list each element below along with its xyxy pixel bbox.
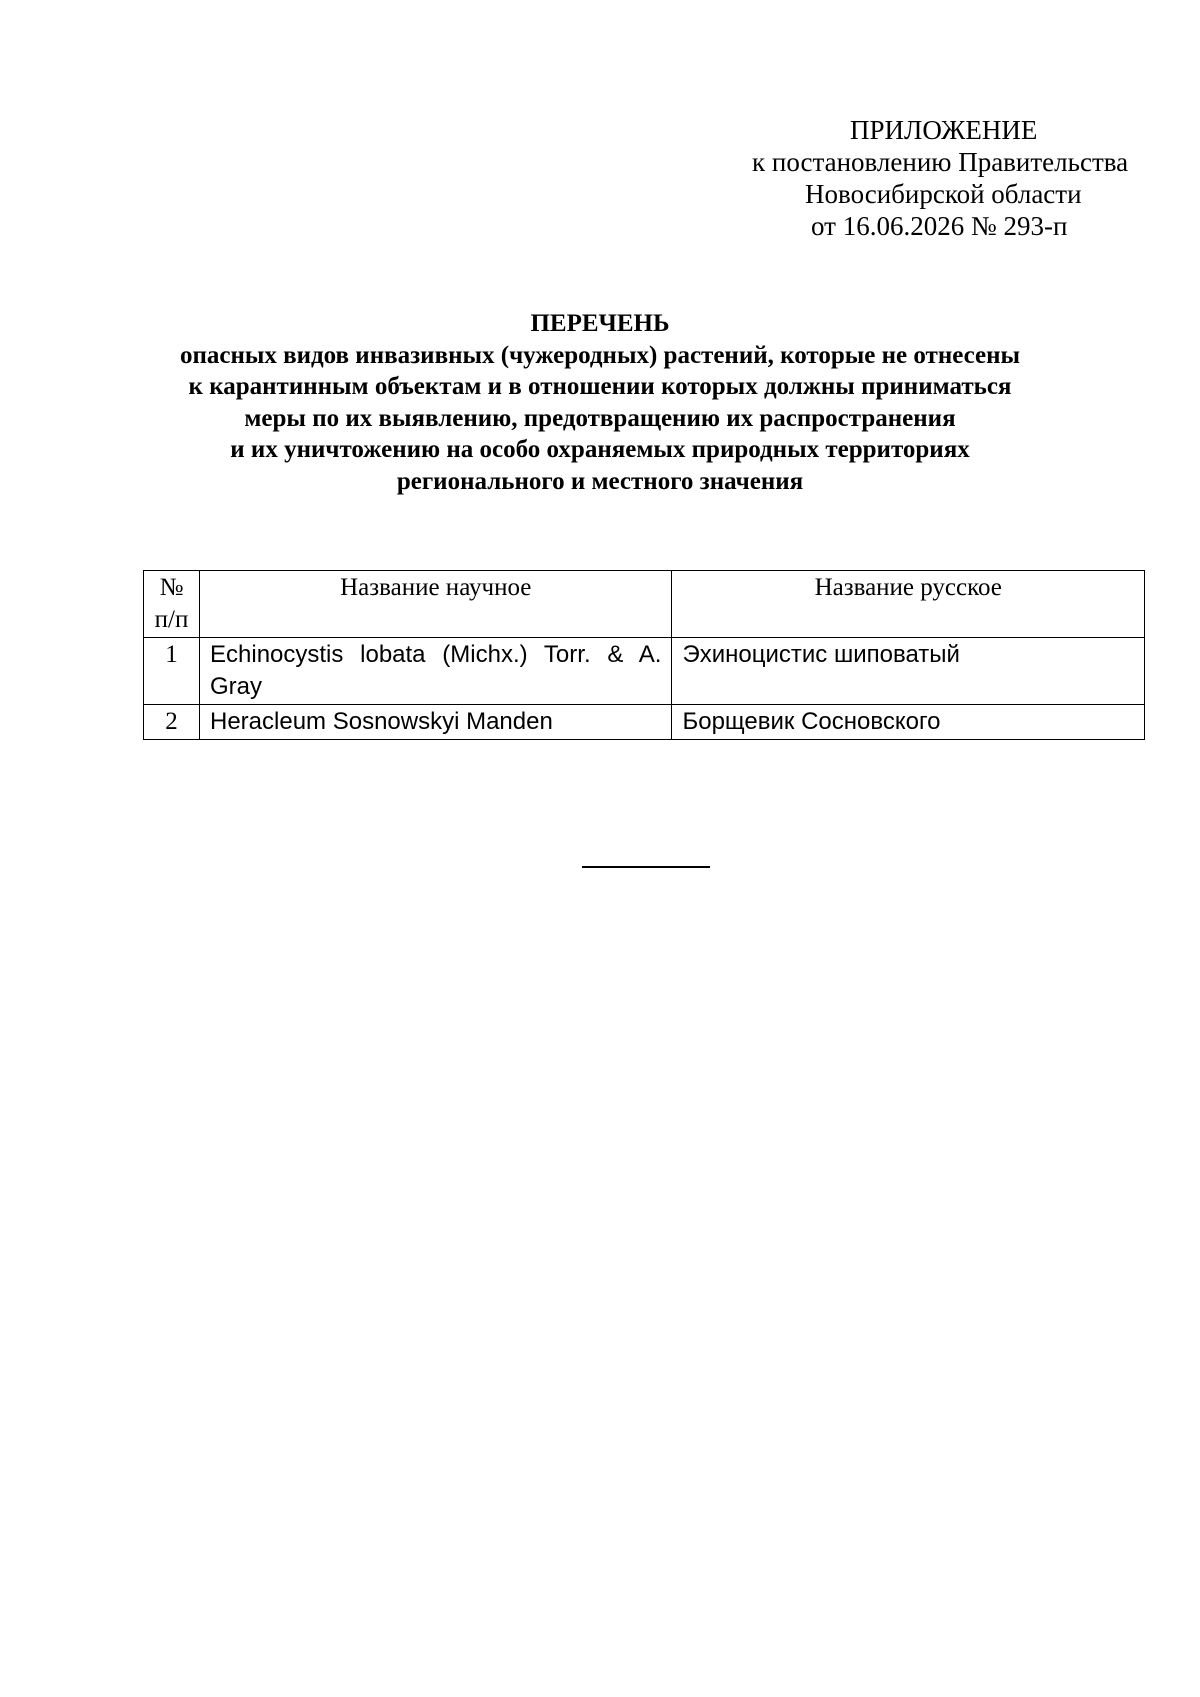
row-number: 1	[144, 638, 200, 705]
header-number-abbr: п/п	[154, 606, 189, 633]
appendix-to-resolution: к постановлению Правительства	[752, 147, 1129, 177]
appendix-header	[700, 114, 1200, 242]
header-number	[144, 571, 200, 638]
scientific-name-cell: Echinocystis lobata (Michx.) Torr. & A. Gray	[200, 638, 672, 705]
russian-name-cell: Борщевик Сосновского	[672, 705, 1145, 740]
table-header-row	[144, 571, 1145, 638]
header-number-symbol: №	[159, 574, 184, 601]
heading-line: регионального и местного значения	[396, 467, 804, 495]
species-table	[143, 570, 1145, 740]
end-of-document-rule	[582, 866, 710, 868]
appendix-government: Новосибирской области	[805, 179, 1082, 209]
heading-line: опасных видов инвазивных (чужеродных) растений, которые не отнесены	[179, 341, 1021, 369]
heading-line: к карантинным объектам и в отношении которых должны приниматься	[188, 373, 1012, 400]
table-row	[144, 705, 1145, 740]
appendix-title: ПРИЛОЖЕНИЕ	[850, 115, 1038, 145]
heading-line: и их уничтожению на особо охраняемых природных территориях	[230, 436, 970, 463]
russian-name-cell: Эхиноцистис шиповатый	[672, 638, 1145, 705]
heading-line: меры по их выявлению, предотвращению их распространения	[244, 404, 956, 432]
document-heading	[40, 308, 1160, 497]
scientific-name-cell: Heracleum Sosnowskyi Manden	[200, 705, 672, 740]
header-russian-name: Название русское	[672, 571, 1145, 638]
appendix-date: от 16.06.2026 № 293-п	[811, 211, 1068, 241]
header-scientific-name: Название научное	[200, 571, 672, 638]
table-row	[144, 638, 1145, 705]
row-number: 2	[144, 705, 200, 740]
heading-title: ПЕРЕЧЕНЬ	[530, 310, 670, 337]
